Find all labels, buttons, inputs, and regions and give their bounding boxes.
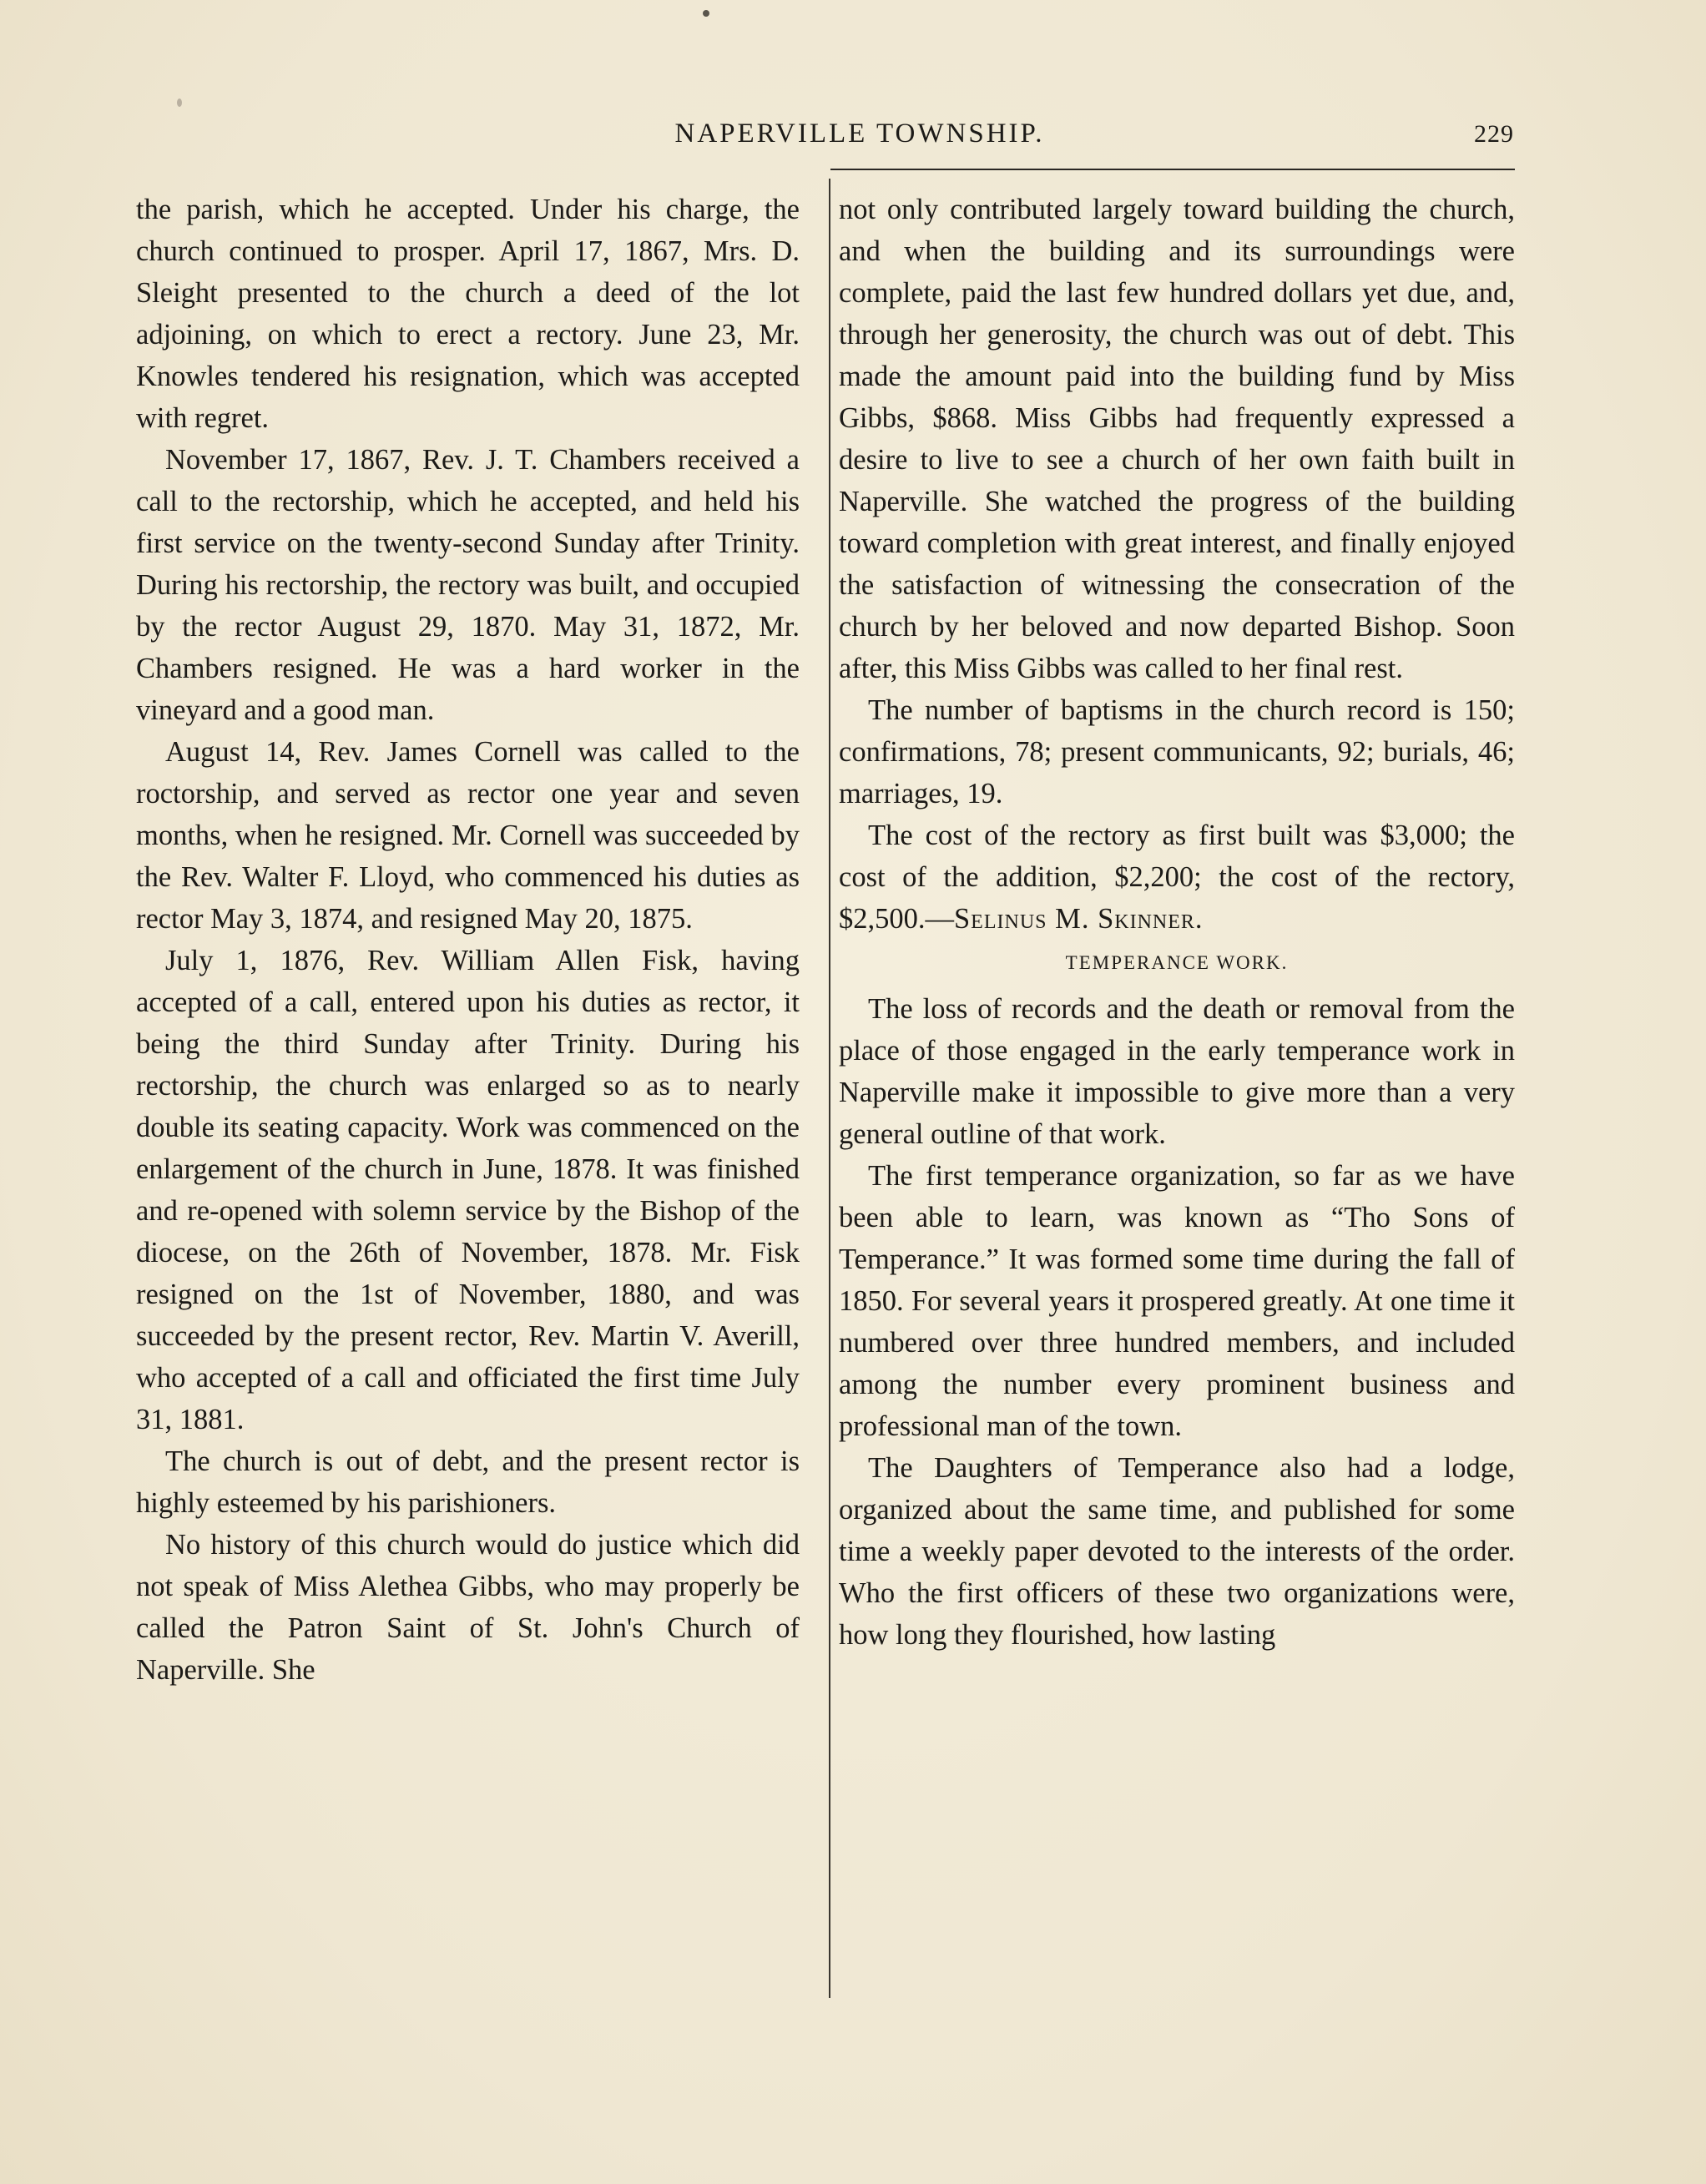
ink-speck xyxy=(703,10,709,17)
author-signature: Selinus M. Skinner. xyxy=(954,903,1204,935)
paragraph: The loss of records and the death or removal from the place of those engaged in the early temperance work in Naperville make it impossible to give more than a very general outline of that work. xyxy=(839,993,1515,1150)
cost-text: The cost of the rectory as first built was $3,000; the cost of the addition, $2,200; the cost of the rectory, $2,500.— xyxy=(839,820,1515,935)
paragraph: August 14, Rev. James Cornell was called to the roctorship, and served as rector one year and seven months, when he resigned. Mr. Cornell was succeeded by the Rev. Walter F. Lloyd, who commenced his duties as rector May 3, 1874, and resigned May 20, 1875. xyxy=(136,736,800,935)
running-header-title: NAPERVILLE TOWNSHIP. xyxy=(674,119,1045,149)
column-divider xyxy=(829,179,830,1998)
paragraph: The Daughters of Temperance also had a lodge, organized about the same time, and published for some time a weekly paper devoted to the interests of the order. Who the first officers of these two organizations were, how long they flourished, how lasting xyxy=(839,1452,1515,1651)
paragraph: No history of this church would do justice which did not speak of Miss Alethea Gibbs, who may properly be called the Patron Saint of St. John's Church of Naperville. She xyxy=(136,1529,800,1686)
left-column xyxy=(136,189,800,1691)
paragraph xyxy=(839,815,1515,940)
page-number: 229 xyxy=(1474,120,1514,148)
right-column xyxy=(839,189,1515,1656)
paragraph: The number of baptisms in the church record is 150; confirmations, 78; present communicants, 92; burials, 46; marriages, 19. xyxy=(839,694,1515,810)
header-rule xyxy=(830,169,1515,170)
paragraph: July 1, 1876, Rev. William Allen Fisk, having accepted of a call, entered upon his duties as rector, it being the third Sunday after Trinity. During his rectorship, the church was enlarged so as to nearly double its seating capacity. Work was commenced on the enlargement of the church in June, 1878. It was finished and re-opened with solemn service by the Bishop of the diocese, on the 26th of November, 1878. Mr. Fisk resigned on the 1st of November, 1880, and was succeeded by the present rector, Rev. Martin V. Averill, who accepted of a call and officiated the first time July 31, 1881. xyxy=(136,945,800,1435)
ink-speck xyxy=(177,98,182,107)
paragraph: The church is out of debt, and the present rector is highly esteemed by his parishioners. xyxy=(136,1445,800,1519)
paragraph: The first temperance organization, so far as we have been able to learn, was known as “Tho Sons of Temperance.” It was formed some time during the fall of 1850. For several years it prospered greatly. At one time it numbered over three hundred members, and included among the number every prominent business and professional man of the town. xyxy=(839,1160,1515,1442)
paragraph: November 17, 1867, Rev. J. T. Chambers received a call to the rectorship, which he accepted, and held his first service on the twenty-second Sunday after Trinity. During his rectorship, the rectory was built, and occupied by the rector August 29, 1870. May 31, 1872, Mr. Chambers resigned. He was a hard worker in the vineyard and a good man. xyxy=(136,444,800,726)
section-heading: TEMPERANCE WORK. xyxy=(1065,952,1289,973)
paragraph: not only contributed largely toward building the church, and when the building and its surroundings were complete, paid the last few hundred dollars yet due, and, through her generosity, the church was out of debt. This made the amount paid into the building fund by Miss Gibbs, $868. Miss Gibbs had frequently expressed a desire to live to see a church of her own faith built in Naperville. She watched the progress of the building toward completion with great interest, and finally enjoyed the satisfaction of witnessing the consecration of the church by her beloved and now departed Bishop. Soon after, this Miss Gibbs was called to her final rest. xyxy=(839,194,1515,684)
paragraph: the parish, which he accepted. Under his charge, the church continued to prosper. April 17, 1867, Mrs. D. Sleight presented to the church a deed of the lot adjoining, on which to erect a rectory. June 23, Mr. Knowles tendered his resignation, which was accepted with regret. xyxy=(136,194,800,434)
